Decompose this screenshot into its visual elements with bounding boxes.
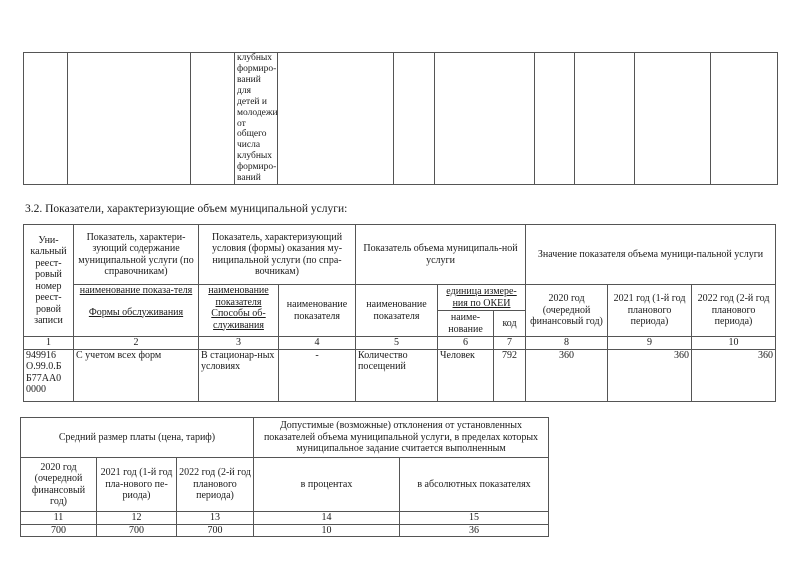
header-volume: Показатель объема муниципаль-ной услуги [356,225,526,285]
condition2-value: - [279,349,356,401]
empty-cell [575,53,635,185]
header-conditions: Показатель, характеризующий условия (формы) оказания му-ниципальной услуги (по спра-вочникам) [199,225,356,285]
header-year-2020: 2020 год (очередной финансовый год) [526,285,608,337]
content-value: С учетом всех форм [74,349,199,401]
header-name1 [74,285,199,337]
empty-cell [435,53,535,185]
text-line: числа [237,140,261,151]
col-number: 15 [400,512,549,525]
empty-cell [191,53,235,185]
unit-code-value: 792 [494,349,526,401]
header-absolute: в абсолютных показателях [400,458,549,512]
text-line: молодежи [237,107,278,118]
col-number: 12 [97,512,177,525]
col-number: 4 [279,337,356,350]
deviation-percent-value: 10 [254,524,400,537]
header-content: Показатель, характери-зующий содержание муниципальной услуги (по справочникам) [74,225,199,285]
col-number: 3 [199,337,279,350]
text-line: клубных [237,53,273,63]
header-percent: в процентах [254,458,400,512]
col-number: 13 [177,512,254,525]
text-line: детей и [237,96,267,107]
condition-value: В стационар-ных условиях [199,349,279,401]
header-fee-2020: 2020 год (очередной финансовый год) [21,458,97,512]
volume-indicators-table [23,224,776,402]
indicator-name-cell [235,53,278,185]
previous-table-fragment [23,52,778,185]
text-line: клубных [237,151,273,162]
col-number: 1 [24,337,74,350]
registry-number: 949916 О.99.0.Б Б77АА0 0000 [24,349,74,401]
header-name1-label: наименование показа-теля [79,285,193,296]
header-name2 [199,285,279,337]
header-deviation: Допустимые (возможные) отклонения от установленных показателей объема муниципальной услуги, в пределах которых муниципальное задание считается выполненным [254,418,549,458]
empty-cell [535,53,575,185]
fee-value-2022: 700 [177,524,254,537]
unit-name-value: Человек [438,349,494,401]
header-name2-label: наименование показателя [208,285,269,308]
text-line: формиро- [237,162,277,173]
header-unit-name: наиме-нование [438,311,494,337]
header-name4: наименование показателя [356,285,438,337]
col-number: 2 [74,337,199,350]
header-name2-value: Способы об-служивания [211,308,266,331]
header-fee-2021: 2021 год (1-й год пла-нового пе-риода) [97,458,177,512]
fee-value-2021: 700 [97,524,177,537]
deviation-absolute-value: 36 [400,524,549,537]
header-name1-value: Формы обслуживания [88,306,184,318]
header-fee-2022: 2022 год (2-й год планового периода) [177,458,254,512]
header-fee: Средний размер платы (цена, тариф) [21,418,254,458]
section-heading: 3.2. Показатели, характеризующие объем муниципальной услуги: [25,203,348,215]
fee-deviation-table [20,417,549,537]
col-number: 5 [356,337,438,350]
header-year-2021: 2021 год (1-й год планового периода) [608,285,692,337]
volume-name-value: Количество посещений [356,349,438,401]
empty-cell [278,53,394,185]
col-number: 8 [526,337,608,350]
empty-cell [394,53,435,185]
text-line: формиро- [237,63,277,74]
col-number: 10 [692,337,776,350]
header-name3: наименование показателя [279,285,356,337]
col-number: 14 [254,512,400,525]
empty-cell [24,53,68,185]
value-2022: 360 [692,349,776,401]
text-line: от общего [237,118,267,140]
header-unit-code: код [494,311,526,337]
header-year-2022: 2022 год (2-й год планового периода) [692,285,776,337]
header-unit: единица измере-ния по ОКЕИ [438,285,526,311]
empty-cell [635,53,711,185]
col-number: 6 [438,337,494,350]
empty-cell [711,53,778,185]
text-line: ваний для [237,74,261,96]
col-number: 9 [608,337,692,350]
value-2020: 360 [526,349,608,401]
header-registry: Уни-кальный реест-ровый номер реест-ровой записи [24,225,74,337]
header-value: Значение показателя объема муници-пальной услуги [526,225,776,285]
col-number: 11 [21,512,97,525]
empty-cell [68,53,191,185]
fee-value-2020: 700 [21,524,97,537]
col-number: 7 [494,337,526,350]
text-line: ваний [237,173,261,184]
value-2021: 360 [608,349,692,401]
